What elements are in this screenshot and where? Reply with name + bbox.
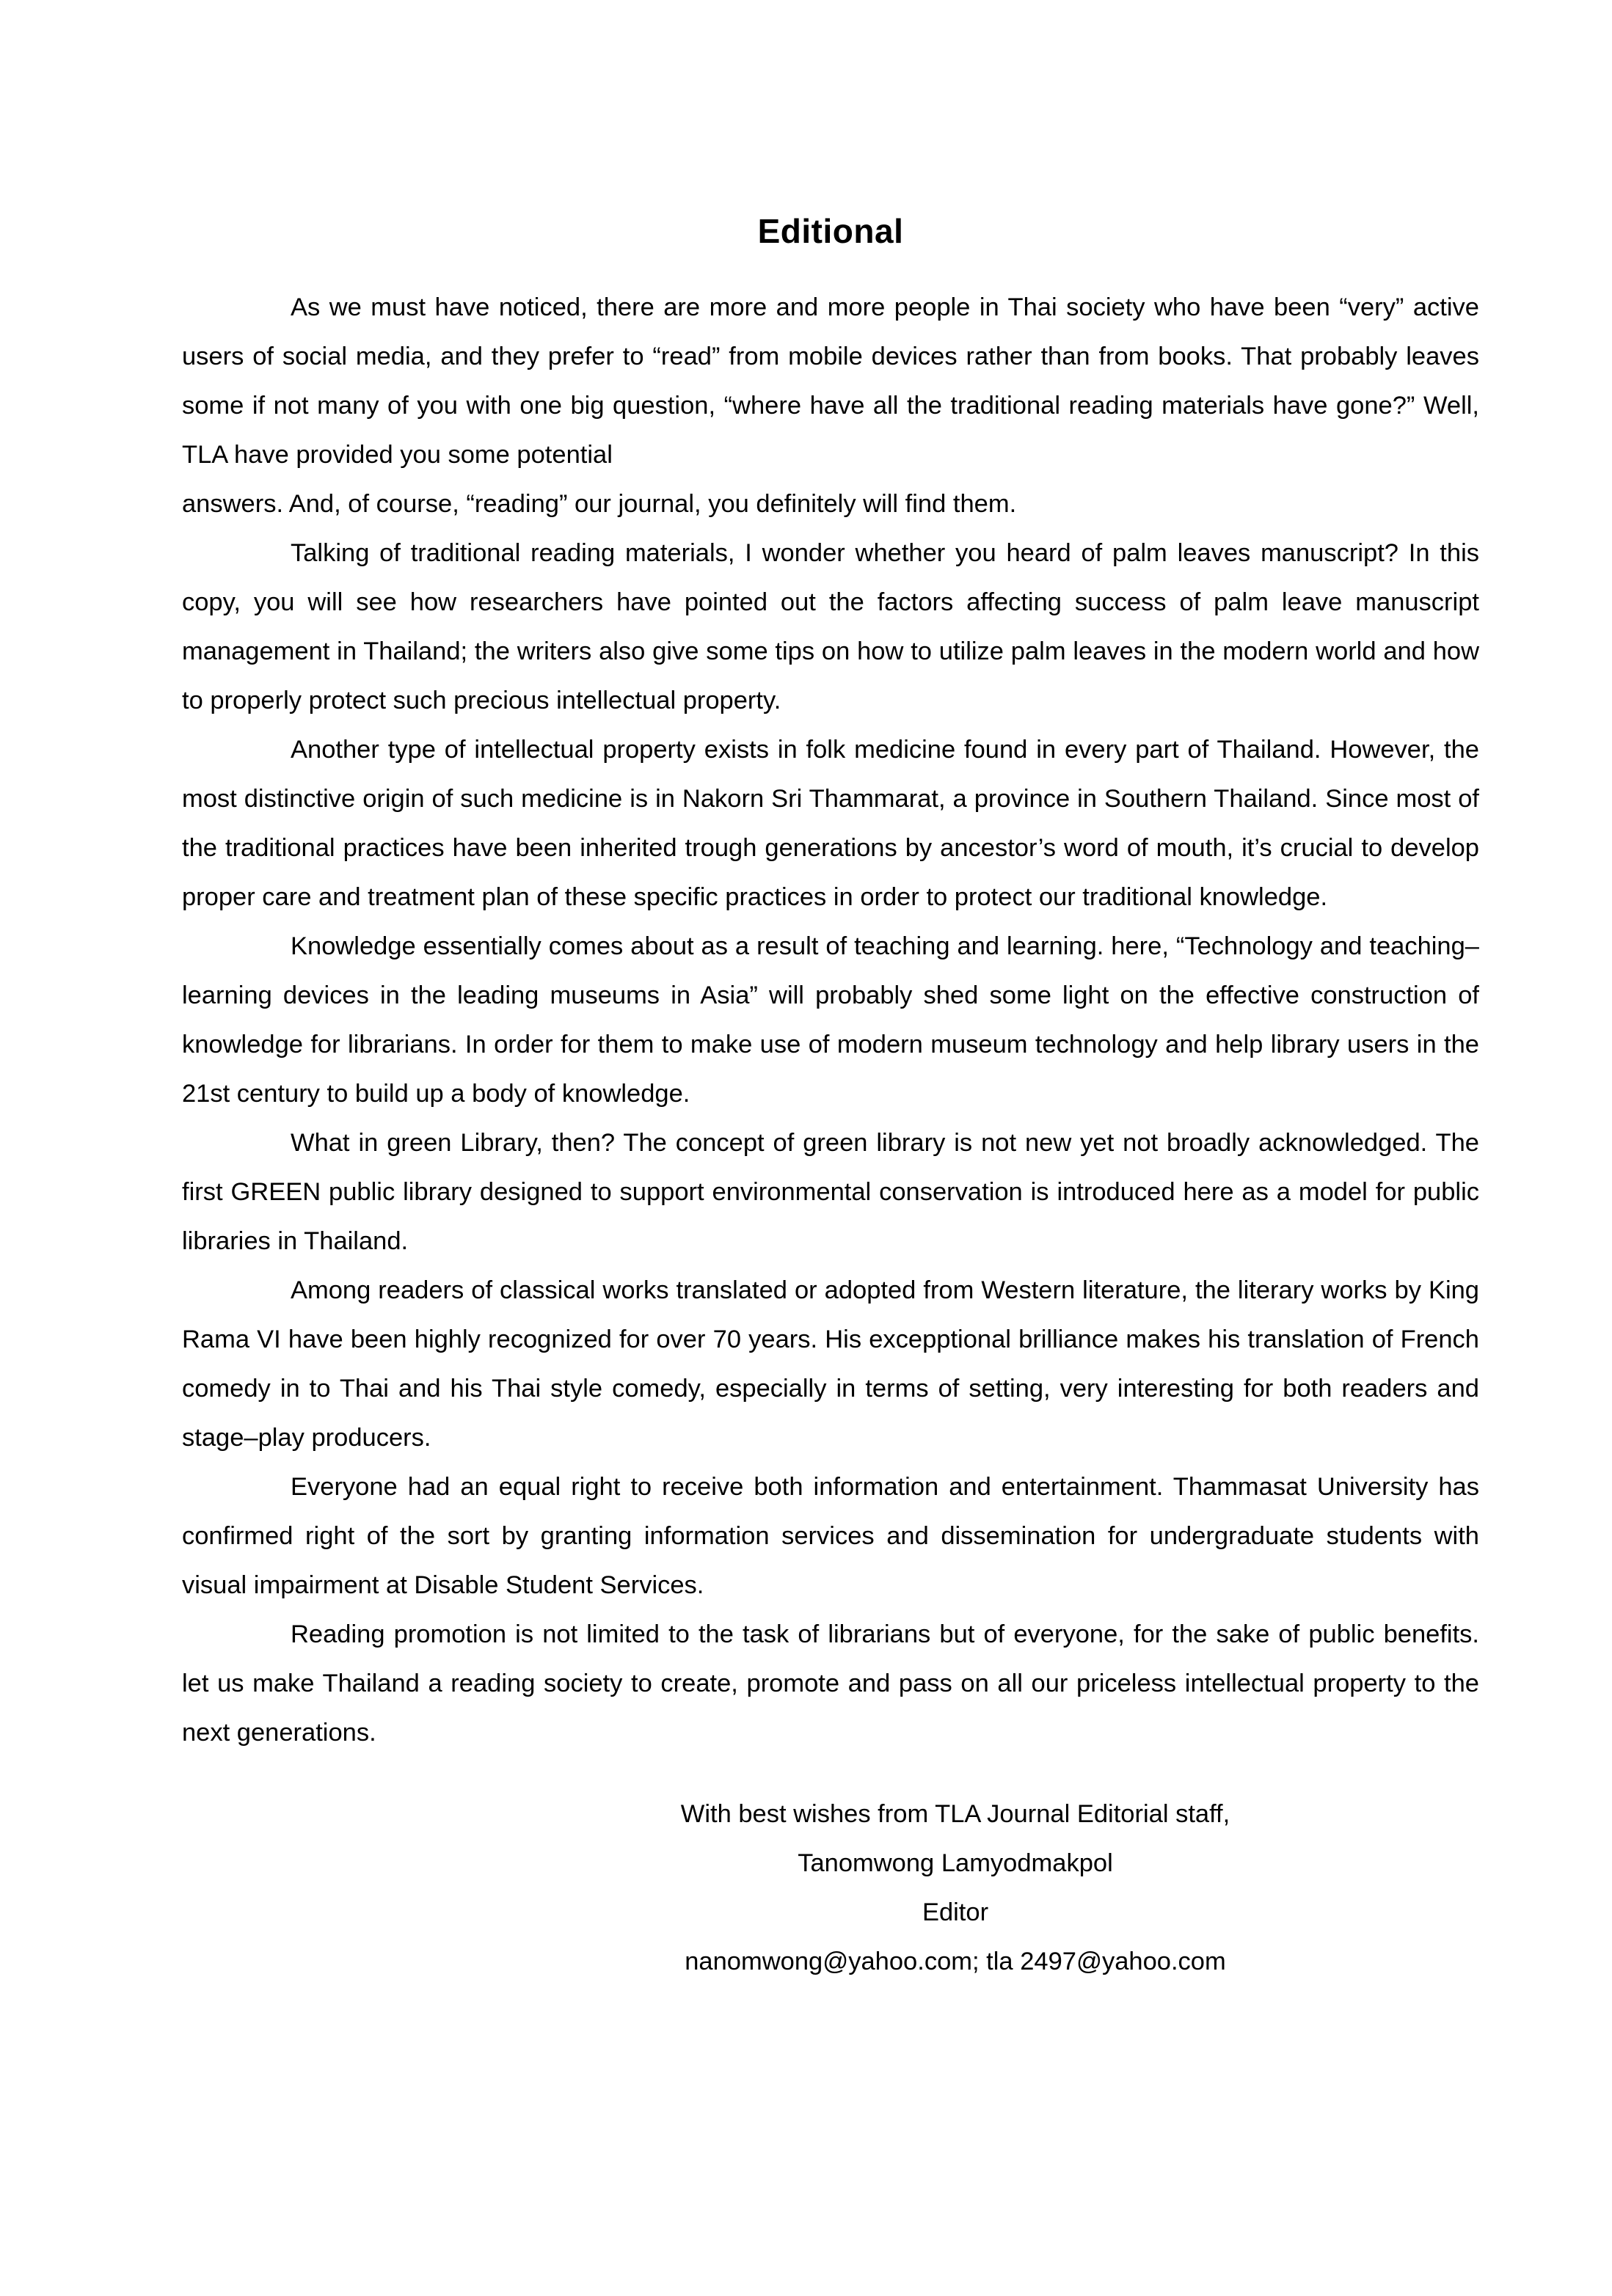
paragraph-folk-medicine: Another type of intellectual property exists in folk medicine found in every part of Thailand. However, the most distinctive origin of such medicine is in Nakorn Sri Thammarat, a province in Southern Thailand. Since most of the traditional practices have been inherited trough generations by ancestor’s word of mouth, it’s crucial to develop proper care and treatment plan of these specific practices in order to protect our traditional knowledge. <box>182 736 1479 911</box>
page-title: Editional <box>757 212 904 250</box>
paragraph-green-library: What in green Library, then? The concept of green library is not new yet not broadly acknowledged. The first GREEN public library designed to support environmental conservation is introduced here as a model for public libraries in Thailand. <box>182 1129 1479 1255</box>
paragraph-intro: As we must have noticed, there are more and more people in Thai society who have been “very” active users of social media, and they prefer to “read” from mobile devices rather than from books. That probably leaves some if not many of you with one big question, “where have all the traditional reading materials have gone?” Well, TLA have provided you some potential <box>182 293 1479 469</box>
signature-emails: nanomwong@yahoo.com; tla 2497@yahoo.com <box>685 1948 1226 1975</box>
page-content <box>182 0 1479 1986</box>
signature-closing: With best wishes from TLA Journal Editorial staff, <box>680 1800 1230 1828</box>
paragraph-king-rama-vi: Among readers of classical works translated or adopted from Western literature, the literary works by King Rama VI have been highly recognized for over 70 years. His excepptional brilliance makes his translation of French comedy in to Thai and his Thai style comedy, especially in terms of setting, very interesting for both readers and stage–play producers. <box>182 1276 1479 1452</box>
paragraph-reading-promotion: Reading promotion is not limited to the task of librarians but of everyone, for the sake of public benefits. let us make Thailand a reading society to create, promote and pass on all our priceless intellectual property to the next generations. <box>182 1620 1479 1747</box>
paragraph-palm-leaves: Talking of traditional reading materials, I wonder whether you heard of palm leaves manuscript? In this copy, you will see how researchers have pointed out the factors affecting success of palm leave manuscript management in Thailand; the writers also give some tips on how to utilize palm leaves in the modern world and how to properly protect such precious intellectual property. <box>182 539 1479 714</box>
paragraph-museum-technology: Knowledge essentially comes about as a result of teaching and learning. here, “Technology and teaching–learning devices in the leading museums in Asia” will probably shed some light on the effective construction of knowledge for librarians. In order for them to make use of modern museum technology and help library users in the 21st century to build up a body of knowledge. <box>182 932 1479 1108</box>
paragraph-thammasat-services: Everyone had an equal right to receive both information and entertainment. Thammasat University has confirmed right of the sort by granting information services and dissemination for undergraduate students with visual impairment at Disable Student Services. <box>182 1473 1479 1599</box>
editorial-body <box>182 283 1479 1758</box>
signature-name: Tanomwong Lamyodmakpol <box>798 1849 1113 1877</box>
paragraph-intro-continued: answers. And, of course, “reading” our journal, you definitely will find them. <box>182 490 1017 518</box>
signature-block <box>182 1790 1479 1986</box>
signature-role: Editor <box>922 1898 989 1926</box>
